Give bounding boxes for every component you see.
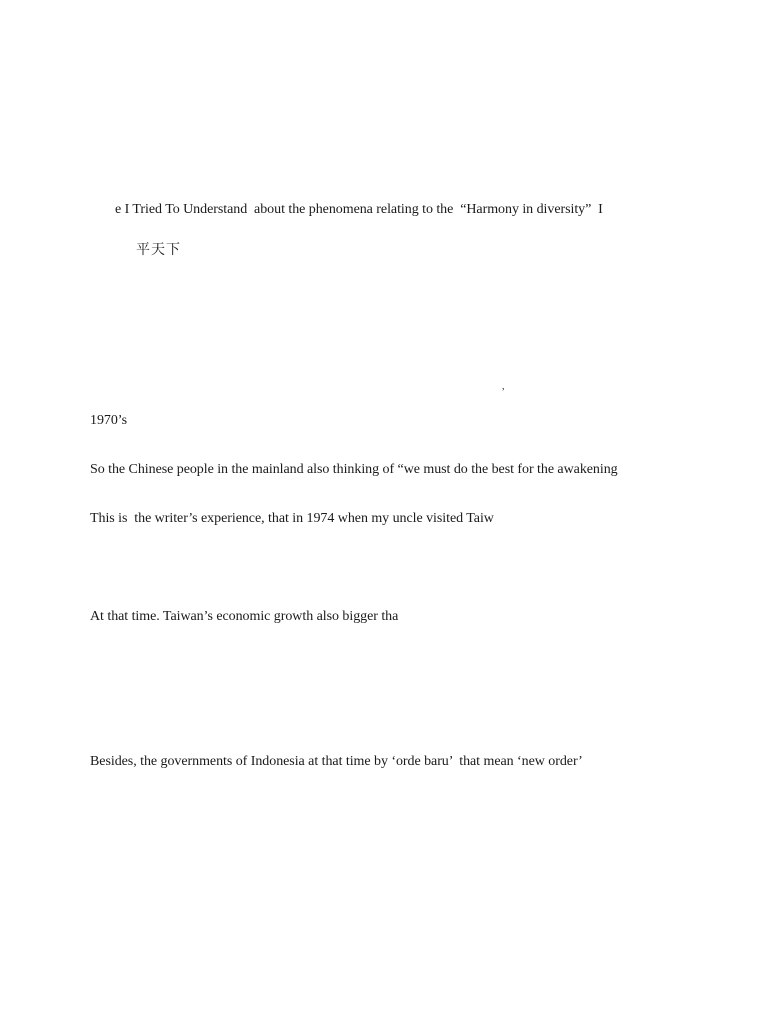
text-line-taiwan-growth: At that time. Taiwan’s economic growth also bigger tha [90,609,399,624]
text-line-chinese-people: So the Chinese people in the mainland also thinking of “we must do the best for the awakening [90,462,618,477]
text-line-1970s: 1970’s [90,413,128,428]
text-comma-fragment: , [502,381,505,392]
text-line-writers-experience: This is the writer’s experience, that in 1974 when my uncle visited Taiw [90,511,494,526]
text-line-title-fragment: e I Tried To Understand about the phenomena relating to the “Harmony in diversity” I [115,202,603,217]
text-line-chinese-phrase: 平天下 [136,242,181,258]
text-line-indonesia-government: Besides, the governments of Indonesia at that time by ‘orde baru’ that mean ‘new order’ [90,754,583,769]
